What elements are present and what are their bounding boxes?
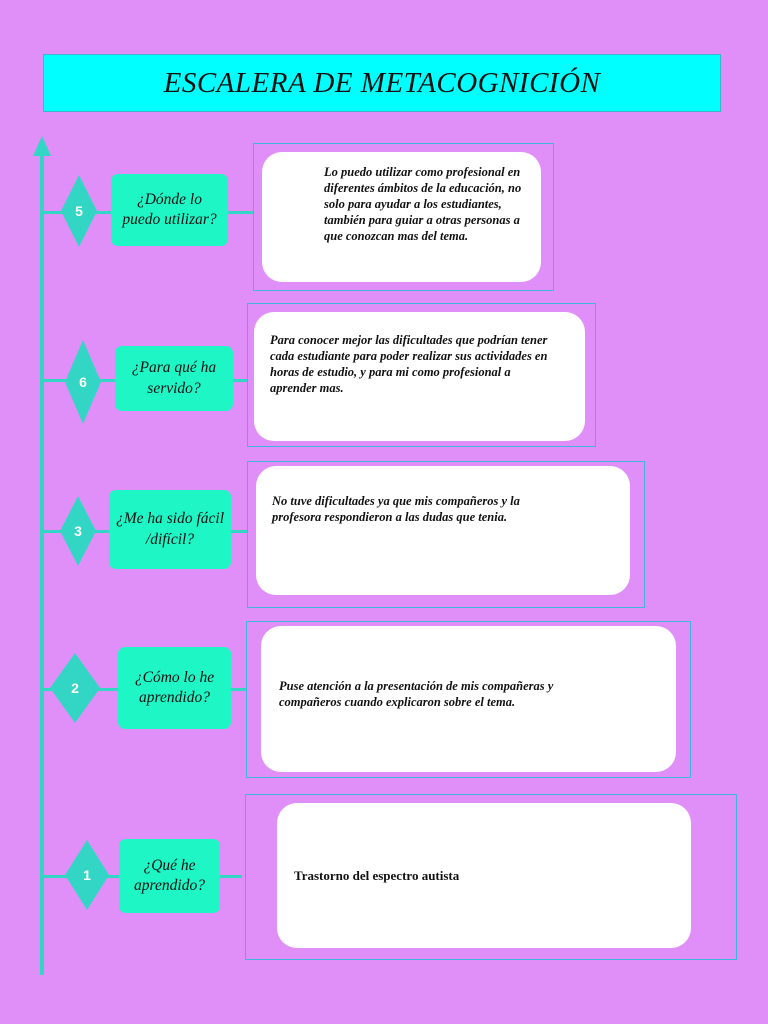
step-question: ¿Para qué ha servido? [115, 346, 233, 411]
step-number-diamond [50, 653, 86, 725]
step-number: 5 [75, 203, 83, 219]
answer-text: Trastorno del espectro autista [294, 868, 460, 883]
step-number-diamond [65, 840, 101, 912]
step-number: 6 [79, 374, 87, 390]
answer-card [256, 466, 630, 595]
step-number: 3 [74, 523, 82, 539]
step-number-diamond [65, 340, 101, 412]
answer-text: Para conocer mejor las dificultades que podrían tener cada estudiante para poder realizar sus actividades en horas de estudio, y para mi como profesional a aprender mas. [270, 333, 548, 395]
answer-text: Lo puedo utilizar como profesional en diferentes ámbitos de la educación, no solo para ayudar a los estudiantes, también para guiar a otras personas a que conozcan mas del tema. [324, 165, 522, 243]
step-question: ¿Me ha sido fácil /difícil? [109, 490, 231, 569]
answer-text: No tuve dificultades ya que mis compañeros y la profesora respondieron a las dudas que tenia. [272, 494, 520, 524]
page-title: ESCALERA DE METACOGNICIÓN [163, 66, 601, 99]
step-question: ¿Dónde lo puedo utilizar? [111, 174, 228, 246]
answer-text: Puse atención a la presentación de mis compañeras y compañeros cuando explicaron sobre el tema. [279, 679, 554, 709]
step-number-diamond [60, 496, 96, 568]
step-number: 1 [83, 867, 91, 883]
step-number-diamond [61, 175, 97, 247]
step-number: 2 [71, 680, 79, 696]
step-question: ¿Cómo lo he aprendido? [118, 647, 231, 729]
step-question: ¿Qué he aprendido? [119, 839, 220, 913]
